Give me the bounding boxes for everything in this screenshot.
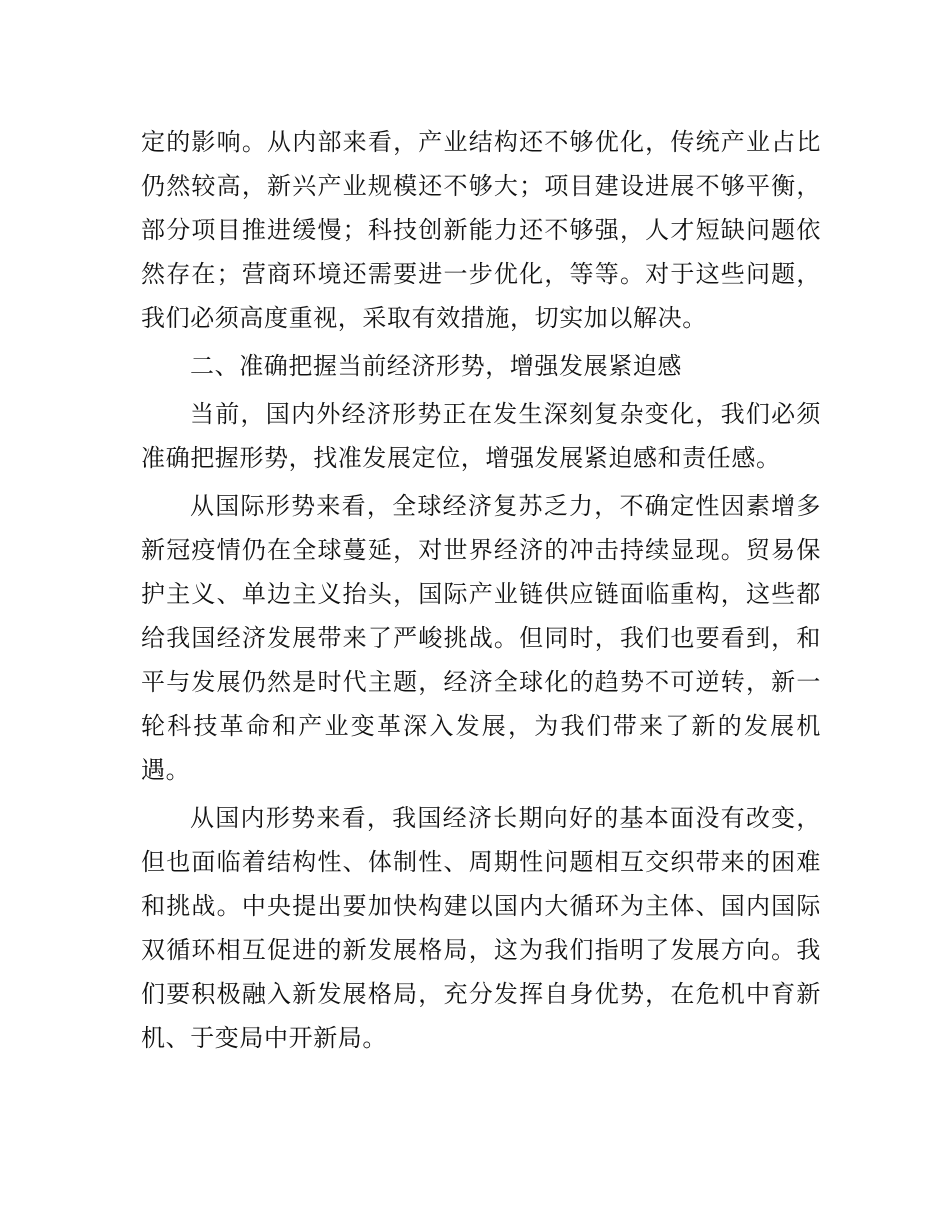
paragraph-3: 从国际形势来看，全球经济复苏乏力，不确定性因素增多新冠疫情仍在全球蔓延，对世界经济的冲击持续显现。贸易保护主义、单边主义抬头，国际产业链供应链面临重构，这些都给我国经济发展带来了严峻挑战。但同时，我们也要看到，和平与发展仍然是时代主题，经济全球化的趋势不可逆转，新一轮科技革命和产业变革深入发展，为我们带来了新的发展机遇。 [141, 492, 821, 784]
paragraph-1: 定的影响。从内部来看，产业结构还不够优化，传统产业占比仍然较高，新兴产业规模还不够大；项目建设进展不够平衡，部分项目推进缓慢；科技创新能力还不够强，人才短缺问题依然存在；营商环境还需要进一步优化，等等。对于这些问题，我们必须高度重视，采取有效措施，切实加以解决。 [141, 128, 821, 332]
paragraph-2: 当前，国内外经济形势正在发生深刻复杂变化，我们必须准确把握形势，找准发展定位，增强发展紧迫感和责任感。 [141, 400, 821, 472]
section-heading: 二、准确把握当前经济形势，增强发展紧迫感 [190, 352, 682, 380]
paragraph-4: 从国内形势来看，我国经济长期向好的基本面没有改变，但也面临着结构性、体制性、周期性问题相互交织带来的困难和挑战。中央提出要加快构建以国内大循环为主体、国内国际双循环相互促进的新发展格局，这为我们指明了发展方向。我们要积极融入新发展格局，充分发挥自身优势，在危机中育新机、于变局中开新局。 [141, 804, 821, 1052]
document-body [141, 120, 821, 1064]
